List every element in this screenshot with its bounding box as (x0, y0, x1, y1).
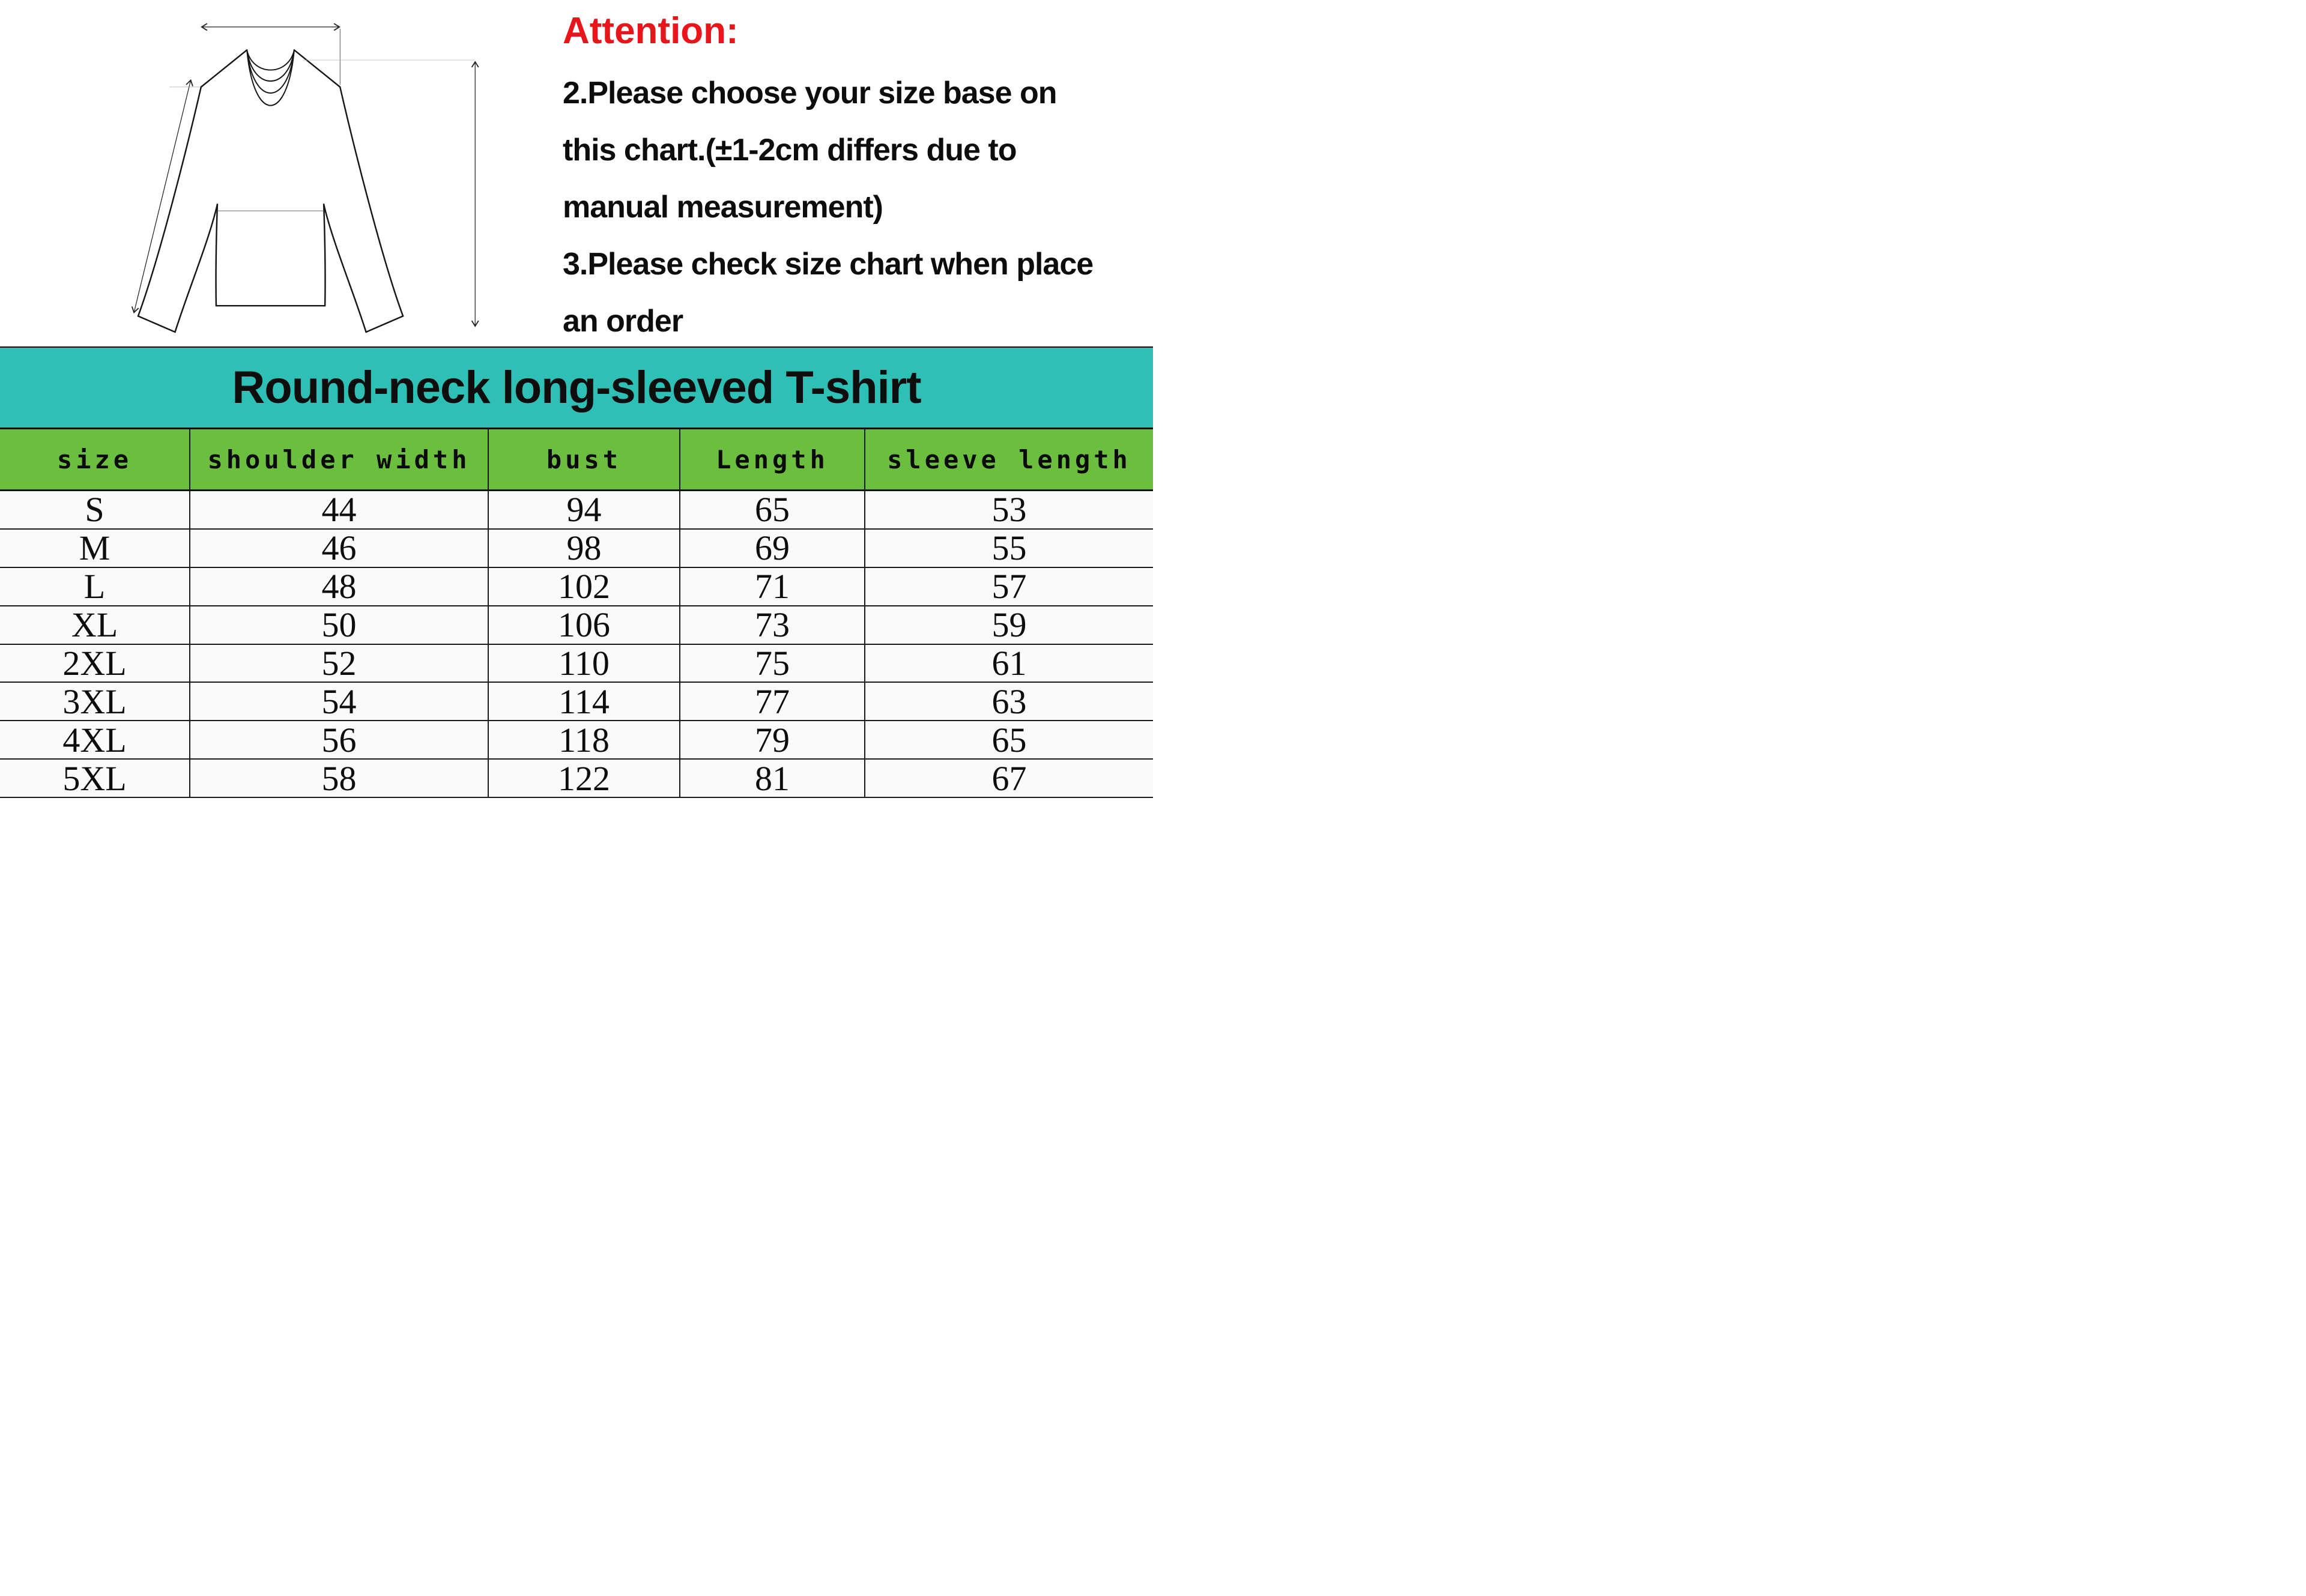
measurement-cell: 75 (679, 645, 864, 682)
measurement-cell: 58 (189, 760, 488, 797)
measurement-cell: 50 (189, 606, 488, 644)
measurement-cell: 55 (864, 530, 1153, 567)
size-cell: 5XL (62, 758, 127, 798)
size-table (0, 429, 1153, 798)
measurement-cell: 56 (189, 721, 488, 758)
sleeve-length-arrow (134, 80, 191, 313)
measurement-cell: 48 (189, 568, 488, 605)
column-header: shoulder width (189, 429, 488, 489)
measurement-cell: 59 (864, 606, 1153, 644)
measurement-cell: 73 (679, 606, 864, 644)
measurement-cell: 65 (864, 721, 1153, 758)
measurement-cell: 77 (679, 683, 864, 720)
measurement-cell: 102 (488, 568, 679, 605)
measurement-cell: 44 (189, 491, 488, 528)
measurement-cell: 94 (488, 491, 679, 528)
attention-line: an order (563, 304, 683, 339)
attention-heading: Attention: (563, 10, 739, 52)
size-cell: S (85, 490, 104, 530)
measurement-cell: 54 (189, 683, 488, 720)
size-table-body (0, 491, 1153, 798)
attention-line: 3.Please check size chart when place (563, 247, 1094, 282)
measurement-cell: 118 (488, 721, 679, 758)
column-header: size (56, 444, 133, 474)
collar-icon (247, 50, 294, 105)
table-row (0, 645, 1153, 683)
attention-line: manual measurement) (563, 190, 883, 225)
product-title: Round-neck long-sleeved T-shirt (232, 362, 921, 413)
attention-line: this chart.(±1-2cm differs due to (563, 133, 1017, 168)
table-row (0, 760, 1153, 798)
measurement-cell: 53 (864, 491, 1153, 528)
size-cell: M (79, 528, 110, 568)
table-row (0, 721, 1153, 760)
table-row (0, 683, 1153, 721)
size-cell: 2XL (62, 644, 127, 683)
measurement-cell: 57 (864, 568, 1153, 605)
size-cell: XL (71, 605, 118, 645)
measurement-cell: 52 (189, 645, 488, 682)
measurement-cell: 71 (679, 568, 864, 605)
measurement-cell: 81 (679, 760, 864, 797)
measurement-cell: 110 (488, 645, 679, 682)
size-cell: 4XL (62, 720, 127, 760)
table-row (0, 568, 1153, 606)
column-header: sleeve length (864, 429, 1153, 489)
measurement-cell: 122 (488, 760, 679, 797)
measurement-cell: 79 (679, 721, 864, 758)
attention-lines (563, 65, 1148, 350)
attention-line: 2.Please choose your size base on (563, 76, 1057, 110)
measurement-cell: 98 (488, 530, 679, 567)
column-header: Length (679, 429, 864, 489)
shirt-outline (138, 50, 403, 332)
measurement-cell: 69 (679, 530, 864, 567)
column-header: bust (488, 429, 679, 489)
measurement-cell: 61 (864, 645, 1153, 682)
table-row (0, 606, 1153, 645)
measurement-cell: 63 (864, 683, 1153, 720)
measurement-cell: 67 (864, 760, 1153, 797)
size-table-header (0, 429, 1153, 491)
top-section (0, 0, 1153, 346)
attention-block (563, 0, 1148, 346)
product-banner (0, 346, 1153, 429)
measurement-cell: 106 (488, 606, 679, 644)
size-cell: 3XL (62, 682, 127, 721)
measurement-cell: 46 (189, 530, 488, 567)
table-row (0, 491, 1153, 530)
size-cell: L (83, 567, 106, 606)
tshirt-measurement-diagram-icon (99, 13, 483, 342)
measurement-cell: 65 (679, 491, 864, 528)
table-row (0, 530, 1153, 568)
measurement-cell: 114 (488, 683, 679, 720)
